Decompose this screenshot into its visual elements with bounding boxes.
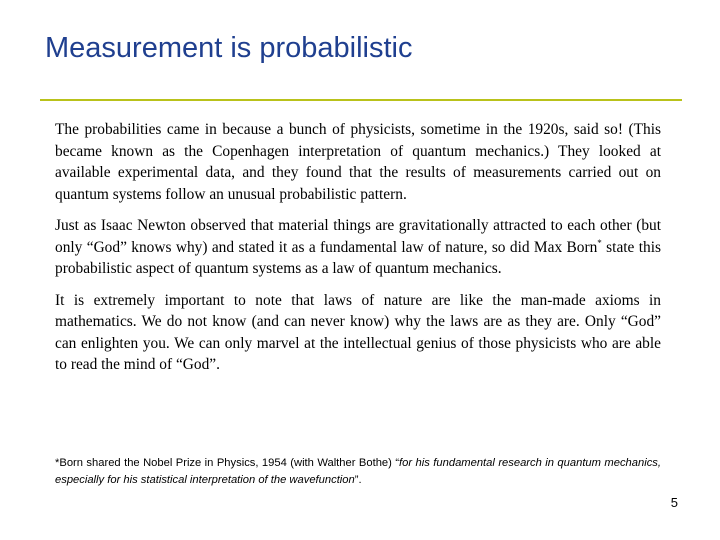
footnote-lead: *Born shared the Nobel Prize in Physics, 1954 (with Walther Bothe) “ <box>55 457 400 469</box>
paragraph-copenhagen: The probabilities came in because a bunch of physicists, sometime in the 1920s, said so! (This became known as the Copenhagen interpretation of quantum mechanics.) They looked at available experimental data, and they found that the results of measurements carried out on quantum systems follow an unusual probabilistic pattern. <box>55 121 661 203</box>
footnote-tail: ”. <box>354 474 362 486</box>
paragraph-born-text: Just as Isaac Newton observed that material things are gravitationally attracted to each other (but only “God” knows why) and stated it as a fundamental law of nature, so did Max Born <box>55 217 661 256</box>
page-number: 5 <box>670 495 678 510</box>
paragraph-born-text-continued: state this probabilistic aspect of quantum systems as a law of quantum mechanics. <box>55 238 661 277</box>
footnote-marker: * <box>597 237 602 248</box>
footnote <box>55 455 661 489</box>
title-divider <box>40 99 682 101</box>
paragraph-born <box>55 215 661 280</box>
slide-title: Measurement is probabilistic <box>45 32 413 64</box>
footnote-quote: for his fundamental research in quantum mechanics, especially for his statistical interpretation of the wavefunction <box>55 457 661 486</box>
slide-body <box>55 119 661 386</box>
paragraph-laws-of-nature: It is extremely important to note that laws of nature are like the man-made axioms in mathematics. We do not know (and can never know) why the laws are as they are. Only “God” can enlighten you. We can only marvel at the intellectual genius of those physicists who are able to read the mind of “God”. <box>55 291 661 373</box>
